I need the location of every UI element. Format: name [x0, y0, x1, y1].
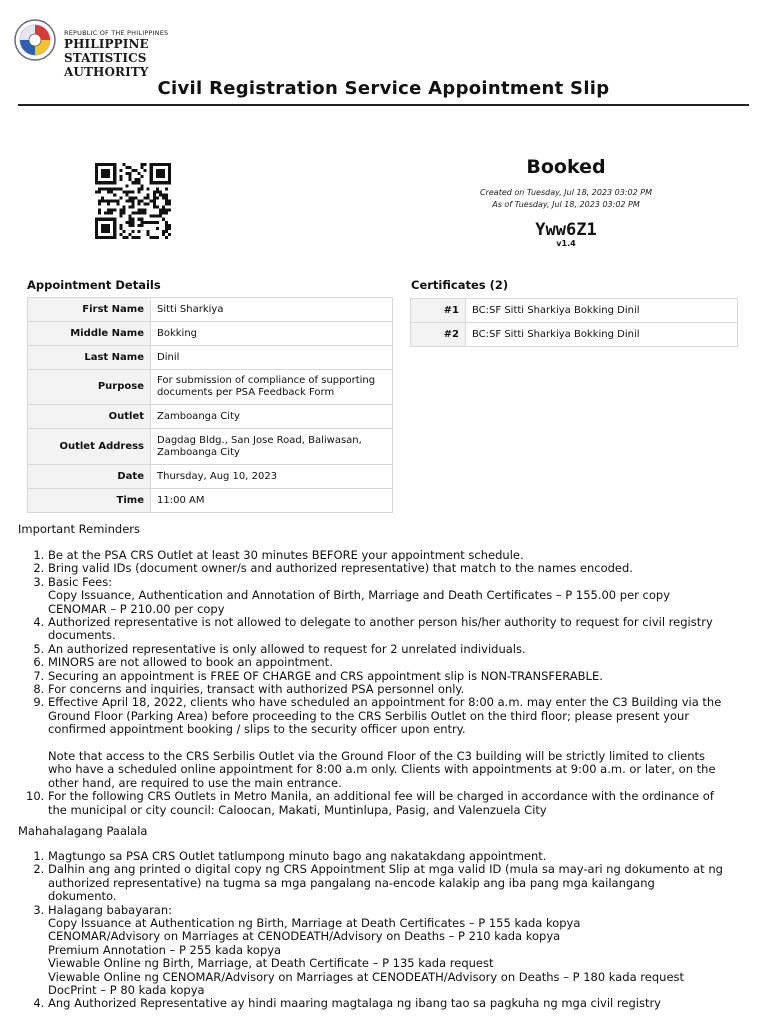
certificates-heading: Certificates (2) — [411, 278, 509, 292]
list-item-line: who have a scheduled online appointment for 8:00 a.m only. Clients with appointments at 9:00 a.m. or later, on the — [48, 762, 716, 777]
list-item — [48, 683, 768, 696]
field-value: Dagdag Bldg., San Jose Road, Baliwasan, Zamboanga City — [151, 429, 393, 465]
field-label: Outlet Address — [28, 429, 151, 465]
list-item-line: CENOMAR/Advisory on Marriages at CENODEATH/Advisory on Deaths – P 210 kada kopya — [48, 929, 561, 944]
field-value: Sitti Sharkiya — [151, 298, 393, 322]
field-label: Time — [28, 489, 151, 513]
list-item-line: 7. Securing an appointment is FREE OF CHARGE and CRS appointment slip is NON-TRANSFERABLE. — [48, 668, 603, 683]
list-item-line: 1. Magtungo sa PSA CRS Outlet tatlumpong minuto bago ang nakatakdang appointment. — [48, 849, 547, 863]
table-row — [28, 370, 393, 405]
list-item-line: confirmed appointment booking / slips to the security officer upon entry. — [48, 722, 466, 737]
certificate-number: #1 — [411, 299, 466, 323]
appointment-details-table — [27, 297, 393, 513]
list-item-line: other hand, are required to use the main entrance. — [48, 775, 342, 790]
list-item-line: Premium Annotation – P 255 kada kopya — [48, 942, 282, 957]
list-item-line: Viewable Online ng CENOMAR/Advisory on Marriages at CENODEATH/Advisory on Deaths – P 180 kada request — [48, 969, 685, 984]
page-title: Civil Registration Service Appointment Slip — [157, 78, 610, 99]
paalala-list — [18, 850, 768, 1011]
list-item — [48, 643, 768, 656]
list-item-line: 3. Basic Fees: — [48, 574, 113, 589]
list-item — [48, 670, 768, 683]
table-row — [28, 429, 393, 465]
list-item — [48, 549, 768, 562]
field-label: Outlet — [28, 405, 151, 429]
title-divider — [18, 104, 749, 106]
field-label: Purpose — [28, 370, 151, 405]
certificate-value: BC:SF Sitti Sharkiya Bokking Dinil — [466, 323, 738, 347]
field-value: Dinil — [151, 346, 393, 370]
list-item-line: Copy Issuance, Authentication and Annotation of Birth, Marriage and Death Certificates – P 155.00 per copy — [48, 588, 670, 603]
table-row — [411, 323, 738, 347]
logo-agency-name: PHILIPPINE STATISTICS AUTHORITY — [64, 37, 149, 79]
table-row — [28, 405, 393, 429]
field-value: For submission of compliance of supporting documents per PSA Feedback Form — [151, 370, 393, 405]
reference-code: Yww6Z1 — [535, 220, 597, 240]
list-item — [48, 656, 768, 669]
version-label: v1.4 — [556, 239, 576, 248]
list-item-line: 2. Bring valid IDs (document owner/s and authorized representative) that match to the names encoded. — [48, 561, 633, 576]
list-item — [48, 904, 768, 998]
list-item — [48, 696, 768, 790]
asof-timestamp: As of Tuesday, Jul 18, 2023 03:02 PM — [492, 200, 640, 209]
field-label: Last Name — [28, 346, 151, 370]
table-row — [28, 489, 393, 513]
list-item-line: Ground Floor (Parking Area) before proceeding to the CRS Serbilis Outlet on the third floor; please present your — [48, 708, 690, 723]
field-value: 11:00 AM — [151, 489, 393, 513]
field-label: Date — [28, 465, 151, 489]
certificate-number: #2 — [411, 323, 466, 347]
booking-status: Booked — [526, 156, 606, 178]
list-item — [48, 997, 768, 1010]
list-item-line: Note that access to the CRS Serbilis Outlet via the Ground Floor of the C3 building will be strictly limited to clients — [48, 749, 706, 764]
list-item-line: Copy Issuance at Authentication ng Birth, Marriage at Death Certificates – P 155 kada kopya — [48, 916, 581, 931]
table-row — [28, 298, 393, 322]
logo-republic-text: REPUBLIC OF THE PHILIPPINES — [64, 29, 169, 37]
list-item-line: 3. Halagang babayaran: — [48, 902, 173, 917]
reminders-heading: Important Reminders — [18, 522, 140, 536]
qr-code-icon — [95, 163, 171, 239]
table-row — [28, 346, 393, 370]
created-timestamp: Created on Tuesday, Jul 18, 2023 03:02 PM — [480, 188, 652, 197]
field-label: Middle Name — [28, 322, 151, 346]
list-item-line: documents. — [48, 628, 116, 643]
list-item — [48, 576, 768, 616]
list-item-line: the municipal or city council: Caloocan, Makati, Muntinlupa, Pasig, and Valenzuela City — [48, 802, 547, 817]
list-item-line: 9. Effective April 18, 2022, clients who have scheduled an appointment for 8:00 a.m. may enter the C3 Building via the — [48, 695, 722, 710]
paalala-heading: Mahahalagang Paalala — [18, 824, 148, 838]
list-item-line: 4. Authorized representative is not allowed to delegate to another person his/her authority to request for civil registry — [48, 615, 713, 630]
field-value: Bokking — [151, 322, 393, 346]
reminders-list — [18, 549, 768, 817]
list-item-line: DocPrint – P 80 kada kopya — [48, 983, 205, 998]
field-value: Thursday, Aug 10, 2023 — [151, 465, 393, 489]
certificates-table — [410, 298, 738, 347]
list-item-line: 6. MINORS are not allowed to book an appointment. — [48, 655, 333, 670]
list-item-line: Viewable Online ng Birth, Marriage, at Death Certificate – P 135 kada request — [48, 956, 494, 971]
field-label: First Name — [28, 298, 151, 322]
list-item-line: 1. Be at the PSA CRS Outlet at least 30 minutes BEFORE your appointment schedule. — [48, 548, 524, 562]
list-item — [48, 850, 768, 863]
list-item-line: dokumento. — [48, 889, 117, 904]
list-item — [48, 863, 768, 903]
list-item-line: 10. For the following CRS Outlets in Metro Manila, an additional fee will be charged in accordance with the ordinance of — [48, 789, 714, 804]
table-row — [28, 322, 393, 346]
list-item-line: CENOMAR – P 210.00 per copy — [48, 601, 225, 616]
psa-logo — [13, 18, 233, 79]
list-item-line: authorized representative) na tugma sa mga pangalang na-encode kalakip ang iba pang mga kailangang — [48, 875, 655, 890]
list-item-line: 2. Dalhin ang ang printed o digital copy ng CRS Appointment Slip at mga valid ID (mula sa may-ari ng dokumento at ng — [48, 862, 723, 877]
list-item — [48, 562, 768, 575]
table-row — [411, 299, 738, 323]
field-value: Zamboanga City — [151, 405, 393, 429]
psa-seal-icon — [13, 18, 57, 62]
list-item — [48, 790, 768, 817]
list-item-line: 4. Ang Authorized Representative ay hindi maaring magtalaga ng ibang tao sa pagkuha ng mga civil registry — [48, 996, 661, 1011]
certificate-value: BC:SF Sitti Sharkiya Bokking Dinil — [466, 299, 738, 323]
table-row — [28, 465, 393, 489]
list-item-line: 8. For concerns and inquiries, transact with authorized PSA personnel only. — [48, 682, 465, 697]
list-item-line — [48, 737, 768, 750]
list-item-line: 5. An authorized representative is only allowed to request for 2 unrelated individuals. — [48, 641, 526, 656]
list-item — [48, 616, 768, 643]
appointment-details-heading: Appointment Details — [27, 278, 161, 292]
